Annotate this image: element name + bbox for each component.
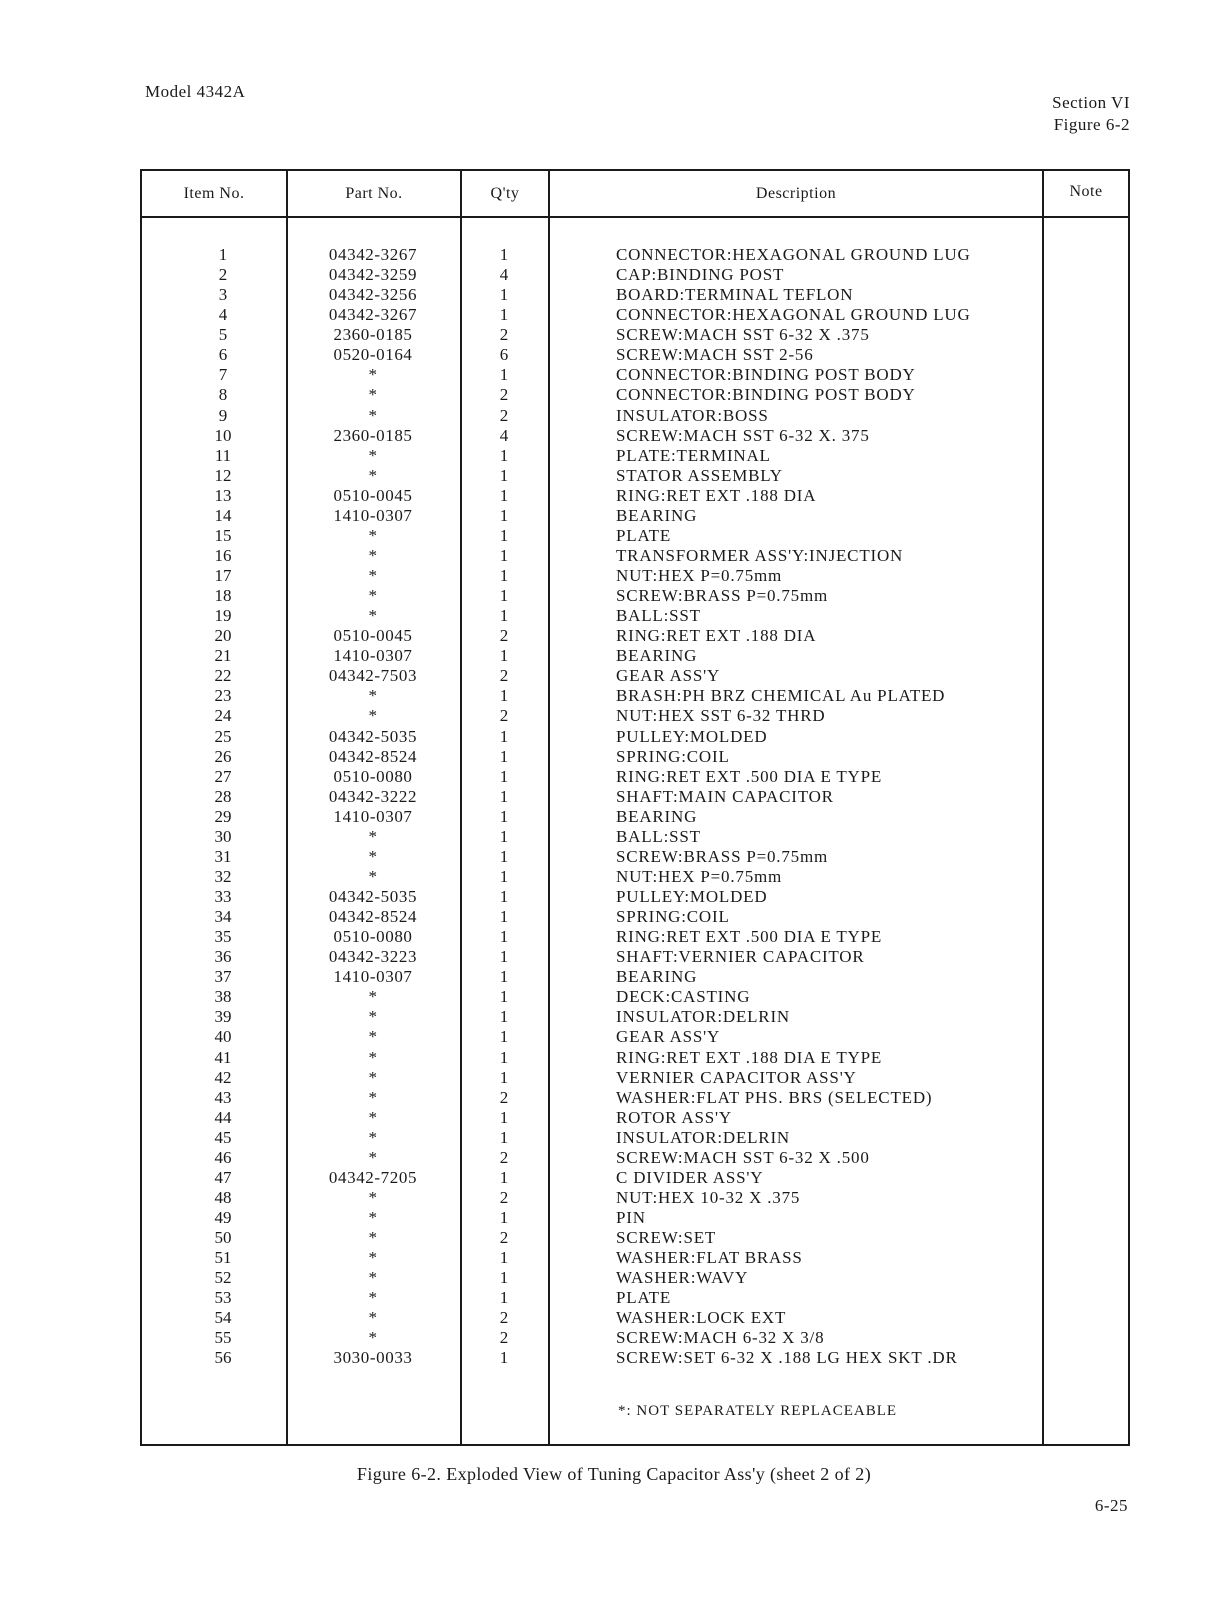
item-number-cell: 16 (214, 545, 232, 565)
item-number-cell: 27 (214, 766, 232, 786)
item-number-cell: 46 (214, 1147, 232, 1167)
part-number-cell: 2360-0185 (333, 425, 413, 445)
description-cell: SCREW:MACH SST 6-32 X. 375 (616, 425, 870, 445)
table-row (142, 666, 1128, 686)
part-number-cell: 0510-0045 (333, 485, 413, 505)
quantity-cell: 1 (499, 1248, 509, 1268)
description-cell: SCREW:MACH SST 6-32 X .500 (616, 1147, 870, 1167)
description-cell: RING:RET EXT .188 DIA E TYPE (616, 1047, 883, 1067)
part-number-cell: * (368, 1087, 378, 1107)
column-header-qty: Q'ty (490, 185, 520, 202)
quantity-cell: 1 (499, 786, 509, 806)
item-number-cell: 15 (214, 525, 232, 545)
item-number-cell: 53 (214, 1288, 232, 1308)
description-cell: CONNECTOR:BINDING POST BODY (616, 385, 916, 405)
part-number-cell: * (368, 1248, 378, 1268)
table-row (142, 305, 1128, 325)
description-cell: RING:RET EXT .500 DIA E TYPE (616, 927, 883, 947)
description-cell: INSULATOR:BOSS (616, 405, 769, 425)
table-row (142, 406, 1128, 426)
item-number-cell: 1 (218, 245, 228, 264)
description-cell: SHAFT:MAIN CAPACITOR (616, 786, 834, 806)
description-cell: VERNIER CAPACITOR ASS'Y (616, 1067, 857, 1087)
part-number-cell: 04342-7503 (328, 666, 418, 686)
item-number-cell: 25 (214, 726, 232, 746)
item-number-cell: 36 (214, 947, 232, 967)
table-row (142, 385, 1128, 405)
description-cell: BALL:SST (616, 606, 701, 626)
description-cell: NUT:HEX SST 6-32 THRD (616, 706, 826, 726)
quantity-cell: 4 (499, 265, 509, 285)
item-number-cell: 56 (214, 1348, 232, 1368)
item-number-cell: 18 (214, 586, 232, 606)
quantity-cell: 1 (499, 686, 509, 706)
table-row (142, 265, 1128, 285)
part-number-cell: * (368, 866, 378, 886)
description-cell: NUT:HEX 10-32 X .375 (616, 1187, 801, 1207)
quantity-cell: 2 (499, 1328, 509, 1348)
quantity-cell: 1 (499, 606, 509, 626)
quantity-cell: 1 (499, 1107, 509, 1127)
item-number-cell: 54 (214, 1308, 232, 1328)
item-number-cell: 39 (214, 1007, 232, 1027)
table-row (142, 486, 1128, 506)
description-cell: SHAFT:VERNIER CAPACITOR (616, 947, 865, 967)
table-row (142, 1228, 1128, 1248)
part-number-cell: * (368, 586, 378, 606)
column-header-part: Part No. (345, 185, 403, 202)
description-cell: RING:RET EXT .188 DIA (616, 626, 817, 646)
item-number-cell: 5 (218, 325, 228, 345)
table-row (142, 967, 1128, 987)
table-row (142, 767, 1128, 787)
description-cell: SPRING:COIL (616, 746, 730, 766)
item-number-cell: 41 (214, 1047, 232, 1067)
table-row (142, 927, 1128, 947)
description-cell: SCREW:SET 6-32 X .188 LG HEX SKT .DR (616, 1348, 958, 1368)
item-number-cell: 8 (218, 385, 228, 405)
quantity-cell: 1 (499, 1047, 509, 1067)
description-cell: SCREW:MACH SST 2-56 (616, 345, 814, 365)
part-number-cell: * (368, 465, 378, 485)
quantity-cell: 1 (499, 947, 509, 967)
table-row (142, 586, 1128, 606)
quantity-cell: 1 (499, 365, 509, 385)
item-number-cell: 33 (214, 887, 232, 906)
item-number-cell: 23 (214, 686, 232, 706)
table-row (142, 807, 1128, 827)
quantity-cell: 1 (499, 465, 509, 485)
part-number-cell: 0510-0045 (333, 626, 413, 646)
part-number-cell: * (368, 445, 378, 465)
item-number-cell: 21 (214, 646, 232, 666)
part-number-cell: 04342-3267 (328, 305, 418, 325)
part-number-cell: * (368, 405, 378, 425)
table-row (142, 506, 1128, 526)
quantity-cell: 1 (499, 305, 509, 325)
table-row (142, 426, 1128, 446)
item-number-cell: 51 (214, 1248, 232, 1268)
table-row (142, 626, 1128, 646)
description-cell: PIN (616, 1208, 646, 1227)
table-row (142, 546, 1128, 566)
description-cell: SCREW:BRASS P=0.75mm (616, 846, 829, 866)
item-number-cell: 52 (214, 1268, 232, 1288)
quantity-cell: 1 (499, 846, 509, 866)
quantity-cell: 6 (499, 345, 509, 365)
table-row (142, 747, 1128, 767)
item-number-cell: 28 (214, 786, 232, 806)
table-row (142, 1148, 1128, 1168)
table-row (142, 827, 1128, 847)
figure-caption: Figure 6-2. Exploded View of Tuning Capacitor Ass'y (sheet 2 of 2) (356, 1464, 872, 1484)
quantity-cell: 1 (499, 525, 509, 545)
part-number-cell: 04342-5035 (328, 726, 418, 746)
description-cell: CONNECTOR:HEXAGONAL GROUND LUG (616, 305, 971, 325)
part-number-cell: 04342-3222 (328, 786, 418, 806)
table-row (142, 1288, 1128, 1308)
part-number-cell: 04342-3259 (328, 265, 418, 285)
description-cell: NUT:HEX P=0.75mm (616, 866, 783, 886)
item-number-cell: 26 (214, 746, 232, 766)
item-number-cell: 4 (218, 305, 228, 325)
page-number: 6-25 (1094, 1496, 1128, 1515)
table-row (142, 466, 1128, 486)
description-cell: BEARING (616, 646, 698, 666)
quantity-cell: 2 (499, 1308, 509, 1328)
description-cell: PLATE (616, 525, 671, 545)
footnote: *: NOT SEPARATELY REPLACEABLE (618, 1403, 898, 1419)
table-row (142, 1128, 1128, 1148)
item-number-cell: 3 (218, 285, 228, 305)
part-number-cell: 04342-3256 (328, 285, 418, 305)
description-cell: PLATE:TERMINAL (616, 445, 771, 465)
part-number-cell: 04342-8524 (328, 907, 418, 927)
description-cell: BEARING (616, 505, 698, 525)
item-number-cell: 47 (214, 1167, 232, 1187)
description-cell: BEARING (616, 806, 698, 826)
quantity-cell: 1 (499, 1167, 509, 1187)
part-number-cell: 04342-3267 (328, 245, 418, 264)
item-number-cell: 55 (214, 1328, 232, 1348)
item-number-cell: 45 (214, 1127, 232, 1147)
description-cell: WASHER:FLAT PHS. BRS (SELECTED) (616, 1087, 933, 1107)
part-number-cell: * (368, 1328, 378, 1348)
part-number-cell: * (368, 1127, 378, 1147)
table-row (142, 907, 1128, 927)
part-number-cell: * (368, 525, 378, 545)
table-row (142, 446, 1128, 466)
item-number-cell: 34 (214, 907, 232, 927)
part-number-cell: * (368, 1107, 378, 1127)
part-number-cell: 1410-0307 (333, 505, 413, 525)
item-number-cell: 20 (214, 626, 232, 646)
quantity-cell: 1 (499, 907, 509, 927)
description-cell: SCREW:MACH 6-32 X 3/8 (616, 1328, 825, 1348)
description-cell: SCREW:SET (616, 1228, 717, 1248)
table-row (142, 867, 1128, 887)
description-cell: CONNECTOR:BINDING POST BODY (616, 365, 916, 385)
description-cell: SCREW:MACH SST 6-32 X .375 (616, 325, 870, 345)
part-number-cell: 04342-3223 (328, 947, 418, 967)
table-row (142, 987, 1128, 1007)
item-number-cell: 49 (214, 1208, 232, 1227)
description-cell: CONNECTOR:HEXAGONAL GROUND LUG (616, 245, 971, 264)
table-row (142, 947, 1128, 967)
quantity-cell: 1 (499, 505, 509, 525)
table-row (142, 1088, 1128, 1108)
table-row (142, 1268, 1128, 1288)
column-header-note: Note (1069, 183, 1103, 200)
item-number-cell: 14 (214, 505, 232, 525)
item-number-cell: 32 (214, 866, 232, 886)
part-number-cell: * (368, 365, 378, 385)
table-row (142, 887, 1128, 907)
quantity-cell: 1 (499, 927, 509, 947)
item-number-cell: 11 (214, 445, 232, 465)
item-number-cell: 38 (214, 987, 232, 1007)
quantity-cell: 1 (499, 445, 509, 465)
parts-list-table (140, 169, 1130, 1446)
description-cell: WASHER:LOCK EXT (616, 1308, 787, 1328)
table-row (142, 1348, 1128, 1368)
item-number-cell: 12 (214, 465, 232, 485)
part-number-cell: * (368, 826, 378, 846)
model-label: Model 4342A (145, 82, 246, 101)
section-figure-label (1052, 92, 1130, 136)
column-header-description: Description (755, 185, 837, 202)
quantity-cell: 1 (499, 826, 509, 846)
quantity-cell: 2 (499, 706, 509, 726)
quantity-cell: 1 (499, 987, 509, 1007)
part-number-cell: * (368, 706, 378, 726)
table-row (142, 1068, 1128, 1088)
part-number-cell: * (368, 1007, 378, 1027)
description-cell: DECK:CASTING (616, 987, 751, 1007)
quantity-cell: 1 (499, 726, 509, 746)
table-row (142, 1328, 1128, 1348)
quantity-cell: 1 (499, 485, 509, 505)
item-number-cell: 17 (214, 566, 232, 585)
quantity-cell: 1 (499, 1208, 509, 1227)
description-cell: BALL:SST (616, 826, 701, 846)
part-number-cell: 0510-0080 (333, 927, 413, 947)
quantity-cell: 2 (499, 385, 509, 405)
quantity-cell: 2 (499, 1147, 509, 1167)
item-number-cell: 10 (214, 425, 232, 445)
quantity-cell: 1 (499, 766, 509, 786)
part-number-cell: * (368, 545, 378, 565)
table-row (142, 1168, 1128, 1188)
part-number-cell: * (368, 1067, 378, 1087)
table-row (142, 706, 1128, 726)
item-number-cell: 30 (214, 826, 232, 846)
table-row (142, 1208, 1128, 1228)
item-number-cell: 22 (214, 666, 232, 686)
item-number-cell: 9 (218, 405, 228, 425)
description-cell: BOARD:TERMINAL TEFLON (616, 285, 854, 305)
description-cell: WASHER:WAVY (616, 1268, 749, 1288)
table-row (142, 1027, 1128, 1047)
item-number-cell: 40 (214, 1027, 232, 1047)
header-divider (142, 216, 1128, 218)
part-number-cell: * (368, 1208, 378, 1227)
description-cell: BEARING (616, 967, 698, 987)
quantity-cell: 1 (499, 887, 509, 906)
part-number-cell: * (368, 566, 378, 585)
description-cell: GEAR ASS'Y (616, 666, 721, 686)
part-number-cell: 04342-5035 (328, 887, 418, 906)
description-cell: C DIVIDER ASS'Y (616, 1167, 764, 1187)
quantity-cell: 1 (499, 1067, 509, 1087)
quantity-cell: 2 (499, 1087, 509, 1107)
table-row (142, 1308, 1128, 1328)
table-row (142, 1007, 1128, 1027)
item-number-cell: 35 (214, 927, 232, 947)
description-cell: PULLEY:MOLDED (616, 887, 768, 906)
table-row (142, 365, 1128, 385)
item-number-cell: 44 (214, 1107, 232, 1127)
table-row (142, 847, 1128, 867)
table-row (142, 285, 1128, 305)
part-number-cell: 1410-0307 (333, 967, 413, 987)
table-row (142, 1108, 1128, 1128)
quantity-cell: 1 (499, 967, 509, 987)
description-cell: INSULATOR:DELRIN (616, 1127, 790, 1147)
quantity-cell: 1 (499, 1268, 509, 1288)
item-number-cell: 24 (214, 706, 232, 726)
quantity-cell: 1 (499, 566, 509, 585)
item-number-cell: 29 (214, 806, 232, 826)
item-number-cell: 19 (214, 606, 232, 626)
table-row (142, 1188, 1128, 1208)
table-row (142, 1248, 1128, 1268)
description-cell: NUT:HEX P=0.75mm (616, 566, 783, 585)
part-number-cell: * (368, 1308, 378, 1328)
part-number-cell: * (368, 686, 378, 706)
table-row (142, 526, 1128, 546)
part-number-cell: * (368, 1187, 378, 1207)
item-number-cell: 2 (218, 265, 228, 285)
table-row (142, 787, 1128, 807)
table-row (142, 325, 1128, 345)
part-number-cell: 3030-0033 (333, 1348, 413, 1368)
part-number-cell: * (368, 987, 378, 1007)
quantity-cell: 1 (499, 545, 509, 565)
description-cell: PLATE (616, 1288, 671, 1308)
table-row (142, 646, 1128, 666)
item-number-cell: 42 (214, 1067, 232, 1087)
part-number-cell: 2360-0185 (333, 325, 413, 345)
quantity-cell: 1 (499, 646, 509, 666)
description-cell: ROTOR ASS'Y (616, 1107, 732, 1127)
column-header-item: Item No. (183, 185, 245, 202)
part-number-cell: * (368, 1288, 378, 1308)
table-row (142, 345, 1128, 365)
part-number-cell: * (368, 1268, 378, 1288)
item-number-cell: 6 (218, 345, 228, 365)
part-number-cell: * (368, 1047, 378, 1067)
item-number-cell: 37 (214, 967, 232, 987)
part-number-cell: 0510-0080 (333, 766, 413, 786)
part-number-cell: 0520-0164 (333, 345, 413, 365)
part-number-cell: * (368, 1147, 378, 1167)
section-label: Section VI (1052, 93, 1130, 112)
description-cell: SCREW:BRASS P=0.75mm (616, 586, 829, 606)
quantity-cell: 1 (499, 1007, 509, 1027)
quantity-cell: 2 (499, 626, 509, 646)
description-cell: PULLEY:MOLDED (616, 726, 768, 746)
description-cell: BRASH:PH BRZ CHEMICAL Au PLATED (616, 686, 946, 706)
part-number-cell: * (368, 385, 378, 405)
quantity-cell: 1 (499, 1027, 509, 1047)
figure-label: Figure 6-2 (1053, 115, 1130, 134)
description-cell: STATOR ASSEMBLY (616, 465, 783, 485)
quantity-cell: 2 (499, 325, 509, 345)
quantity-cell: 1 (499, 866, 509, 886)
description-cell: SPRING:COIL (616, 907, 730, 927)
quantity-cell: 2 (499, 405, 509, 425)
part-number-cell: * (368, 1228, 378, 1248)
description-cell: GEAR ASS'Y (616, 1027, 721, 1047)
quantity-cell: 4 (499, 425, 509, 445)
table-row (142, 566, 1128, 586)
item-number-cell: 31 (214, 846, 232, 866)
item-number-cell: 43 (214, 1087, 232, 1107)
item-number-cell: 7 (218, 365, 228, 385)
part-number-cell: 04342-7205 (328, 1167, 418, 1187)
table-row (142, 1048, 1128, 1068)
description-cell: CAP:BINDING POST (616, 265, 785, 285)
description-cell: WASHER:FLAT BRASS (616, 1248, 803, 1268)
quantity-cell: 1 (499, 746, 509, 766)
quantity-cell: 2 (499, 666, 509, 686)
description-cell: RING:RET EXT .188 DIA (616, 485, 817, 505)
quantity-cell: 1 (499, 1127, 509, 1147)
quantity-cell: 2 (499, 1187, 509, 1207)
part-number-cell: * (368, 606, 378, 626)
quantity-cell: 1 (499, 586, 509, 606)
quantity-cell: 1 (499, 806, 509, 826)
table-row (142, 606, 1128, 626)
part-number-cell: * (368, 846, 378, 866)
quantity-cell: 1 (499, 1348, 509, 1368)
table-body (142, 245, 1128, 1369)
item-number-cell: 48 (214, 1187, 232, 1207)
quantity-cell: 1 (499, 285, 509, 305)
part-number-cell: * (368, 1027, 378, 1047)
table-row (142, 245, 1128, 265)
quantity-cell: 2 (499, 1228, 509, 1248)
description-cell: TRANSFORMER ASS'Y:INJECTION (616, 545, 904, 565)
table-row (142, 727, 1128, 747)
table-row (142, 686, 1128, 706)
item-number-cell: 13 (214, 485, 232, 505)
description-cell: RING:RET EXT .500 DIA E TYPE (616, 766, 883, 786)
quantity-cell: 1 (499, 245, 509, 264)
part-number-cell: 1410-0307 (333, 646, 413, 666)
part-number-cell: 04342-8524 (328, 746, 418, 766)
quantity-cell: 1 (499, 1288, 509, 1308)
part-number-cell: 1410-0307 (333, 806, 413, 826)
description-cell: INSULATOR:DELRIN (616, 1007, 790, 1027)
item-number-cell: 50 (214, 1228, 232, 1248)
